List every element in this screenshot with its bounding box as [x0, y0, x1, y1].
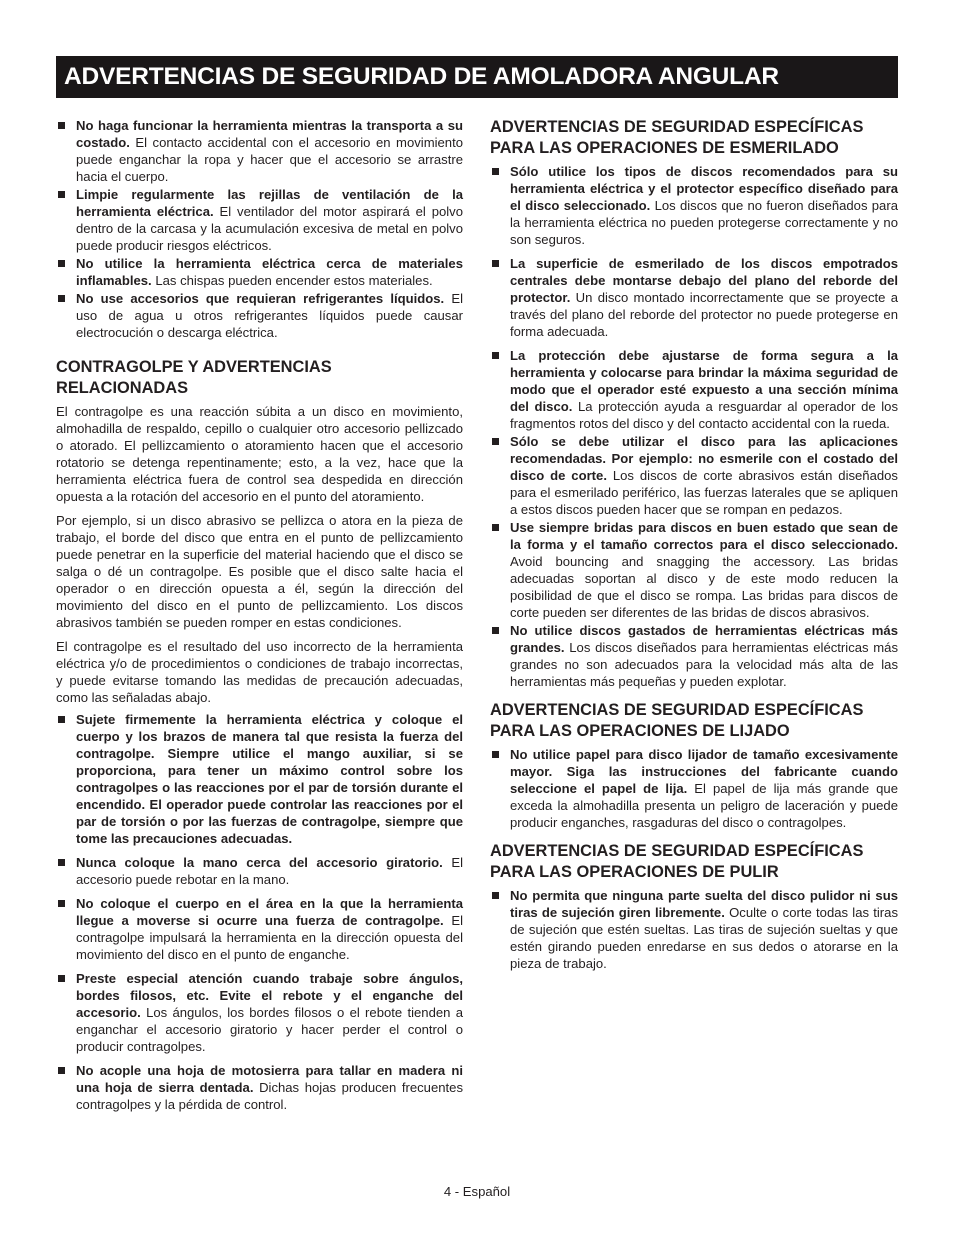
grinding-warnings-list [490, 163, 898, 690]
left-column [56, 117, 463, 1114]
page-title: ADVERTENCIAS DE SEGURIDAD DE AMOLADORA ANGULAR [56, 56, 898, 98]
list-item: No utilice discos gastados de herramientas eléctricas más grandes. Los discos diseñados para herramientas eléctricas más grandes no son adecuados para la velocidad más alta de las herramientas más pequeñas y pueden explotar. [490, 622, 898, 690]
list-item: Sujete firmemente la herramienta eléctrica y coloque el cuerpo y los brazos de manera tal que resista la fuerza del contragolpe. Siempre utilice el mango auxiliar, si se proporciona, para tener un máximo control sobre los contragolpes o las reacciones por el par de torsión durante el encendido. El operador puede controlar las reacciones por el par de torsión o por las fuerzas de contragolpe, siempre que tome las precauciones adecuadas. [56, 711, 463, 847]
list-item: No use accesorios que requieran refrigerantes líquidos. El uso de agua u otros refrigerantes líquidos puede causar electrocución o descarga eléctrica. [56, 290, 463, 341]
grinding-heading: ADVERTENCIAS DE SEGURIDAD ESPECÍFICAS PARA LAS OPERACIONES DE ESMERILADO [490, 118, 864, 157]
list-item: No utilice papel para disco lijador de tamaño excesivamente mayor. Siga las instrucciones del fabricante cuando seleccione el papel de lija. El papel de lija más grande que exceda la almohadilla presenta un peligro de laceración y puede producir enganches, rasgaduras del disco o contragolpes. [490, 746, 898, 831]
list-item: No coloque el cuerpo en el área en la que la herramienta llegue a moverse si ocurre una fuerza de contragolpe. El contragolpe impulsará la herramienta en la dirección opuesta del movimiento del disco en el punto de enganche. [56, 895, 463, 963]
list-item: Sólo se debe utilizar el disco para las aplicaciones recomendadas. Por ejemplo: no esmerile con el costado del disco de corte. Los discos de corte abrasivos están diseñados para el esmerilado periférico, las fuerzas laterales que se apliquen a estos discos pueden hacer que se rompan en pedazos. [490, 433, 898, 518]
list-item: Nunca coloque la mano cerca del accesorio giratorio. El accesorio puede rebotar en la mano. [56, 854, 463, 888]
list-item: Sólo utilice los tipos de discos recomendados para su herramienta eléctrica y el protector específico diseñado para el disco seleccionado. Los discos que no fueron diseñados para la herramienta eléctrica no pueden protegerse correctamente y no son seguros. [490, 163, 898, 248]
list-item: No permita que ninguna parte suelta del disco pulidor ni sus tiras de sujeción giren libremente. Oculte o corte todas las tiras de sujeción que estén sueltas. Las tiras de sujeción sueltas y que estén girando pueden enredarse en sus dedos o atorarse en la pieza de trabajo. [490, 887, 898, 972]
list-item: Preste especial atención cuando trabaje sobre ángulos, bordes filosos, etc. Evite el rebote y el enganche del accesorio. Los ángulos, los bordes filosos o el rebote tienden a enganchar el accesorio giratorio y hacer perder el control o producir contragolpes. [56, 970, 463, 1055]
list-item: Limpie regularmente las rejillas de ventilación de la herramienta eléctrica. El ventilador del motor aspirará el polvo dentro de la carcasa y la acumulación excesiva de metal en polvo puede producir riesgos eléctricos. [56, 186, 463, 254]
general-warnings-list [56, 117, 463, 341]
sanding-heading: ADVERTENCIAS DE SEGURIDAD ESPECÍFICAS PARA LAS OPERACIONES DE LIJADO [490, 701, 864, 740]
polishing-heading: ADVERTENCIAS DE SEGURIDAD ESPECÍFICAS PARA LAS OPERACIONES DE PULIR [490, 842, 864, 881]
page-footer: 4 - Español [443, 1184, 511, 1199]
sanding-warnings-list [490, 746, 898, 831]
kickback-heading: CONTRAGOLPE Y ADVERTENCIAS RELACIONADAS [56, 358, 332, 397]
kickback-paragraph: El contragolpe es una reacción súbita a un disco en movimiento, almohadilla de respaldo, cepillo o cualquier otro accesorio pellizcado o atorado. El pellizcamiento o atoramiento hacen que el accesorio rotatorio se detenga repentinamente; esto, a la vez, hace que la herramienta eléctrica fuera de control sea despedida en dirección opuesta a la rotación del accesorio en el punto del atoramiento. [56, 404, 463, 504]
list-item: No acople una hoja de motosierra para tallar en madera ni una hoja de sierra dentada. Dichas hojas producen frecuentes contragolpes y la pérdida de control. [56, 1062, 463, 1113]
kickback-paragraph: El contragolpe es el resultado del uso incorrecto de la herramienta eléctrica y/o de procedimientos o condiciones de trabajo incorrectas, y puede evitarse tomando las medidas de precaución adecuadas, como las señaladas abajo. [56, 639, 463, 705]
list-item: La superficie de esmerilado de los discos empotrados centrales debe montarse debajo del plano del reborde del protector. Un disco montado incorrectamente que se proyecte a través del plano del reborde del protector no puede protegerse en forma adecuada. [490, 255, 898, 340]
list-item: No haga funcionar la herramienta mientras la transporta a su costado. El contacto accidental con el accesorio en movimiento puede enganchar la ropa y hacer que el accesorio se arrastre hacia el cuerpo. [56, 117, 463, 185]
list-item: No utilice la herramienta eléctrica cerca de materiales inflamables. Las chispas pueden encender estos materiales. [56, 255, 463, 289]
right-column [490, 117, 898, 973]
kickback-warnings-list [56, 711, 463, 1113]
list-item: Use siempre bridas para discos en buen estado que sean de la forma y el tamaño correctos para el disco seleccionado. Avoid bouncing and snagging the accessory. Las bridas adecuadas soportan al disco y de este modo reducen la posibilidad de que el disco se rompa. Las bridas para discos de corte pueden ser diferentes de las bridas de discos abrasivos. [490, 519, 898, 621]
polishing-warnings-list [490, 887, 898, 972]
kickback-paragraph: Por ejemplo, si un disco abrasivo se pellizca o atora en la pieza de trabajo, el borde del disco que entra en el punto de pellizcamiento puede penetrar en la superficie del material haciendo que el disco se salga o dé un contragolpe. Es posible que el disco salte hacia el operador o en dirección opuesta a él, según la dirección del movimiento del disco en el punto de pellizcamiento. Los discos abrasivos también se pueden romper en estas condiciones. [56, 513, 463, 630]
list-item: La protección debe ajustarse de forma segura a la herramienta y colocarse para brindar la máxima seguridad de modo que el operador esté expuesto a una sección mínima del disco. La protección ayuda a resguardar al operador de los fragmentos rotos del disco y del contacto accidental con la rueda. [490, 347, 898, 432]
